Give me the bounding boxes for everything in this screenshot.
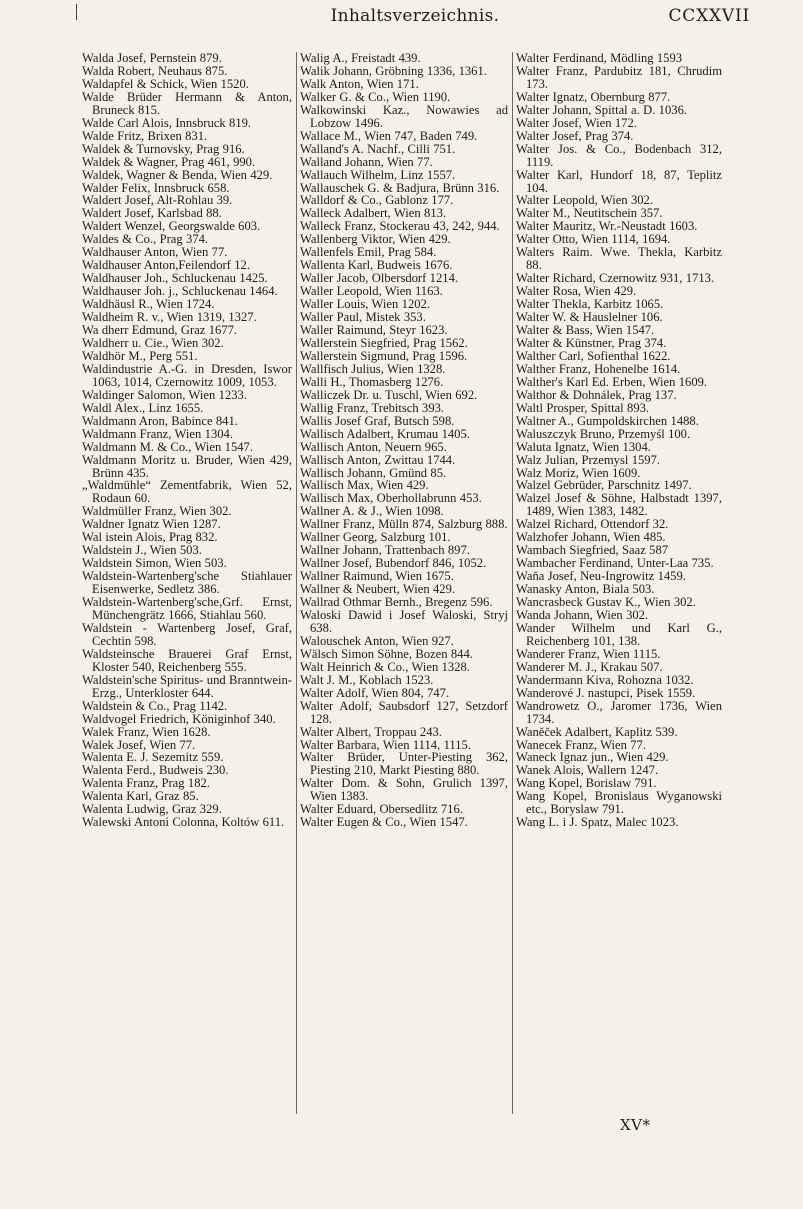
index-entry: Walzel Richard, Ottendorf 32. [516,517,669,532]
index-entry: Waller Louis, Wien 1202. [300,297,431,312]
index-column-2 [300,52,508,1112]
index-entry: Waldert Wenzel, Georgswalde 603. [82,219,261,234]
index-entry: Waldmüller Franz, Wien 302. [82,504,232,519]
index-entry: Wallfisch Julius, Wien 1328. [300,361,446,376]
index-entry: Wanek Alois, Wallern 1247. [516,763,659,778]
index-entry: Walouschek Anton, Wien 927. [300,633,454,648]
index-entry: Wanecek Franz, Wien 77. [516,737,646,752]
index-entry: Walewski Antoni Colonna, Koltów 611. [82,815,285,830]
index-entry: Wallisch Max, Oberhollabrunn 453. [300,491,482,506]
index-column-1 [82,52,292,1112]
index-entry: Walter Otto, Wien 1114, 1694. [516,232,671,247]
index-entry: Wanderové J. nastupci, Pisek 1559. [516,685,696,700]
index-entry: Wallisch Anton, Zwittau 1744. [300,452,456,467]
index-entry: Waldherr u. Cie., Wien 302. [82,335,224,350]
column-divider [512,52,513,1114]
index-entry: Wallerstein Siegfried, Prag 1562. [300,335,468,350]
index-entry: Walters Raim. Wwe. Thekla, Karbitz 88. [516,245,722,273]
index-entry: Walter M., Neutitschein 357. [516,206,663,221]
index-entry: Waldhauser Joh., Schluckenau 1425. [82,271,268,286]
index-entry: Wallner & Neubert, Wien 429. [300,582,456,597]
index-entry: Walkowinski Kaz., Nowawies ad Lobzow 1496. [300,102,508,130]
index-entry: Walter Leopold, Wien 302. [516,193,653,208]
index-entry: Wallner A. & J., Wien 1098. [300,504,444,519]
index-entry: Waluta Ignatz, Wien 1304. [516,439,651,454]
index-entry: Waldstein J., Wien 503. [82,543,202,558]
index-entry: Walz Moriz, Wien 1609. [516,465,641,480]
index-entry: Waller Paul, Mistek 353. [300,310,426,325]
index-entry: Walter Adolf, Saubsdorf 127, Setzdorf 128. [300,698,508,726]
index-entry: Wallner Raimund, Wien 1675. [300,569,454,584]
index-entry: Waldmann Aron, Babince 841. [82,413,238,428]
index-entry: Wanderer M. J., Krakau 507. [516,659,663,674]
index-entry: Wallner Franz, Mülln 874, Salzburg 888. [300,517,508,532]
index-entry: Walter Rosa, Wien 429. [516,284,637,299]
index-entry: Walter Johann, Spittal a. D. 1036. [516,102,688,117]
index-entry: Walde Brüder Hermann & Anton, Bruneck 815. [82,89,292,117]
index-entry: Walther Franz, Hohenelbe 1614. [516,361,681,376]
index-entry: Walzel Gebrüder, Parschnitz 1497. [516,478,692,493]
index-entry: Wa dherr Edmund, Graz 1677. [82,323,238,338]
index-entry: Wandrowetz O., Jaromer 1736, Wien 1734. [516,698,722,726]
index-entry: Waltner A., Gumpoldskirchen 1488. [516,413,699,428]
index-entry: Waldapfel & Schick, Wien 1520. [82,76,249,91]
index-entry: Walter Barbara, Wien 1114, 1115. [300,737,471,752]
index-entry: Wallner Josef, Bubendorf 846, 1052. [300,556,487,571]
index-entry: Waldstein-Wartenberg'sche Stiahlauer Eisenwerke, Sedletz 386. [82,569,292,597]
index-entry: Walter Eduard, Obersedlitz 716. [300,802,463,817]
index-entry: Wal istein Alois, Prag 832. [82,530,218,545]
index-entry: Waldmann M. & Co., Wien 1547. [82,439,253,454]
index-entry: Waldner Ignatz Wien 1287. [82,517,221,532]
index-entry: Waller Jacob, Olbersdorf 1214. [300,271,459,286]
index-entry: Waldek, Wagner & Benda, Wien 429. [82,167,273,182]
index-entry: Walt Heinrich & Co., Wien 1328. [300,659,470,674]
index-entry: Walzel Josef & Söhne, Halbstadt 1397, 1489, Wien 1383, 1482. [516,491,722,519]
index-entry: Walder Felix, Innsbruck 658. [82,180,230,195]
index-entry: Wallenberg Viktor, Wien 429. [300,232,451,247]
index-entry: Waldstein & Co., Prag 1142. [82,698,228,713]
index-entry: Waldert Josef, Alt-Rohlau 39. [82,193,233,208]
index-entry: Waldek & Wagner, Prag 461, 990. [82,154,256,169]
index-entry: Waldstein Simon, Wien 503. [82,556,227,571]
index-entry: Wambacher Ferdinand, Unter-Laa 735. [516,556,714,571]
index-entry: Waller Leopold, Wien 1163. [300,284,443,299]
index-entry: Wallisch Johann, Gmünd 85. [300,465,447,480]
index-entry: Waldl Alex., Linz 1655. [82,400,204,415]
index-entry: Waldek & Turnovsky, Prag 916. [82,141,245,156]
index-entry: Waller Raimund, Steyr 1623. [300,323,448,338]
margin-rule [76,4,77,20]
index-entry: Wallisch Anton, Neuern 965. [300,439,447,454]
index-entry: Wallenta Karl, Budweis 1676. [300,258,453,273]
index-entry: Walter & Künstner, Prag 374. [516,335,667,350]
page-number: CCXXVII [668,6,750,26]
index-entry: Wang Kopel, Borislaw 791. [516,776,657,791]
index-entry: Waneck Ignaz jun., Wien 429. [516,750,669,765]
index-entry: Waldmann Moritz u. Bruder, Wien 429, Brünn 435. [82,452,292,480]
index-column-3 [516,52,722,1112]
index-entry: Walter Mauritz, Wr.-Neustadt 1603. [516,219,698,234]
index-entry: Wälsch Simon Söhne, Bozen 844. [300,646,473,661]
page-title: Inhaltsverzeichnis. [330,6,500,26]
index-entry: Wanasky Anton, Biala 503. [516,582,655,597]
index-entry: „Waldmühle“ Zementfabrik, Wien 52, Rodaun 60. [82,478,292,506]
index-entry: Wallis Josef Graf, Butsch 598. [300,413,455,428]
index-entry: Wancrasbeck Gustav K., Wien 302. [516,595,696,610]
index-entry: Walz Julian, Przemysl 1597. [516,452,661,467]
index-entry: Walter Adolf, Wien 804, 747. [300,685,450,700]
index-entry: Walter Franz, Pardubitz 181, Chrudim 173. [516,63,722,91]
index-entry: Walther's Karl Ed. Erben, Wien 1609. [516,374,708,389]
index-entry: Wallenfels Emil, Prag 584. [300,245,437,260]
index-entry: Walk Anton, Wien 171. [300,76,419,91]
index-entry: Walzhofer Johann, Wien 485. [516,530,666,545]
index-entry: Waldmann Franz, Wien 1304. [82,426,233,441]
index-entry: Walenta E. J. Sezemitz 559. [82,750,224,765]
index-entry: Waltl Prosper, Spittal 893. [516,400,650,415]
index-entry: Walter Karl, Hundorf 18, 87, Teplitz 104. [516,167,722,195]
index-entry: Walland Johann, Wien 77. [300,154,433,169]
index-entry: Walig A., Freistadt 439. [300,52,421,65]
index-entry: Wallace M., Wien 747, Baden 749. [300,128,478,143]
index-entry: Walek Josef, Wien 77. [82,737,196,752]
index-entry: Wanderer Franz, Wien 1115. [516,646,661,661]
index-entry: Wallisch Adalbert, Krumau 1405. [300,426,470,441]
signature-mark: XV* [620,1116,651,1134]
index-entry: Walliczek Dr. u. Tuschl, Wien 692. [300,387,478,402]
index-entry: Waldsteinsche Brauerei Graf Ernst, Kloster 540, Reichenberg 555. [82,646,292,674]
column-divider [296,52,297,1114]
index-entry: Walenta Franz, Prag 182. [82,776,210,791]
index-entry: Waloski Dawid i Josef Waloski, Stryj 638. [300,607,508,635]
index-entry: Waluszczyk Bruno, Przemyśl 100. [516,426,691,441]
index-entry: Walde Carl Alois, Innsbruck 819. [82,115,252,130]
index-entry: Walldorf & Co., Gablonz 177. [300,193,454,208]
index-entry: Waldhauser Anton,Feilendorf 12. [82,258,250,273]
index-entry: Wanda Johann, Wien 302. [516,607,649,622]
index-entry: Walter Eugen & Co., Wien 1547. [300,815,468,830]
index-entry: Wallauschek G. & Badjura, Brünn 316. [300,180,500,195]
index-entry: Wallisch Max, Wien 429. [300,478,429,493]
index-entry: Walenta Ludwig, Graz 329. [82,802,222,817]
index-entry: Waňa Josef, Neu-Ingrowitz 1459. [516,569,686,584]
index-entry: Wandermann Kiva, Rohozna 1032. [516,672,694,687]
index-entry: Waldheim R. v., Wien 1319, 1327. [82,310,257,325]
index-entry: Waldvogel Friedrich, Königinhof 340. [82,711,276,726]
index-entry: Wang Kopel, Bronislaus Wyganowski etc., Boryslaw 791. [516,789,722,817]
index-entry: Walter Ignatz, Obernburg 877. [516,89,671,104]
index-entry: Walter Josef, Prag 374. [516,128,634,143]
index-entry: Wang L. i J. Spatz, Malec 1023. [516,815,679,830]
index-entry: Waldstein-Wartenberg'sche,Grf. Ernst, Münchengrätz 1666, Stiahlau 560. [82,595,292,622]
index-entry: Wallrad Othmar Bernh., Bregenz 596. [300,595,493,610]
index-entry: Waldhauser Anton, Wien 77. [82,245,228,260]
index-entry: Waldhör M., Perg 551. [82,348,198,363]
index-entry: Walda Josef, Pernstein 879. [82,52,222,65]
index-entry: Walter Richard, Czernowitz 931, 1713. [516,271,715,286]
index-entry: Waldstein - Wartenberg Josef, Graf, Cechtin 598. [82,620,292,648]
index-entry: Walter Thekla, Karbitz 1065. [516,297,664,312]
index-entry: Walli H., Thomasberg 1276. [300,374,444,389]
index-entry: Walther Carl, Sofienthal 1622. [516,348,671,363]
index-entry: Waldhauser Joh. j., Schluckenau 1464. [82,284,278,299]
index-entry: Waldert Josef, Karlsbad 88. [82,206,222,221]
index-entry: Walenta Karl, Graz 85. [82,789,199,804]
index-entry: Wallner Georg, Salzburg 101. [300,530,451,545]
index-entry: Walter Jos. & Co., Bodenbach 312, 1119. [516,141,722,169]
index-entry: Walleck Franz, Stockerau 43, 242, 944. [300,219,500,234]
index-entry: Walter Brüder, Unter-Piesting 362, Piesting 210, Markt Piesting 880. [300,750,508,778]
index-entry: Walenta Ferd., Budweis 230. [82,763,229,778]
index-entry: Wallauch Wilhelm, Linz 1557. [300,167,456,182]
index-entry: Walda Robert, Neuhaus 875. [82,63,228,78]
index-entry: Waldstein'sche Spiritus- und Branntwein-Erzg., Unterkloster 644. [82,672,292,700]
index-entry: Wander Wilhelm und Karl G., Reichenberg 101, 138. [516,620,722,648]
index-entry: Walik Johann, Gröbning 1336, 1361. [300,63,487,78]
index-entry: Walter W. & Hauslelner 106. [516,310,663,325]
index-entry: Walde Fritz, Brixen 831. [82,128,208,143]
index-entry: Wallerstein Sigmund, Prag 1596. [300,348,468,363]
index-entry: Walker G. & Co., Wien 1190. [300,89,451,104]
index-entry: Wallner Johann, Trattenbach 897. [300,543,470,558]
index-entry: Waldindustrie A.-G. in Dresden, Iswor 1063, 1014, Czernowitz 1009, 1053. [82,361,292,389]
index-entry: Walek Franz, Wien 1628. [82,724,211,739]
index-entry: Walleck Adalbert, Wien 813. [300,206,447,221]
index-entry: Wallig Franz, Trebitsch 393. [300,400,445,415]
index-entry: Walland's A. Nachf., Cilli 751. [300,141,456,156]
index-entry: Waldes & Co., Prag 374. [82,232,209,247]
index-entry: Wambach Siegfried, Saaz 587 [516,543,669,558]
index-entry: Waldhäusl R., Wien 1724. [82,297,215,312]
index-entry: Waněček Adalbert, Kaplitz 539. [516,724,678,739]
index-entry: Walter & Bass, Wien 1547. [516,323,655,338]
index-entry: Walter Ferdinand, Mödling 1593 [516,52,683,65]
index-entry: Waldinger Salomon, Wien 1233. [82,387,247,402]
index-entry: Walter Dom. & Sohn, Grulich 1397, Wien 1383. [300,776,508,804]
index-entry: Walt J. M., Koblach 1523. [300,672,434,687]
index-entry: Walter Josef, Wien 172. [516,115,637,130]
index-entry: Walthor & Dohnálek, Prag 137. [516,387,677,402]
index-entry: Walter Albert, Troppau 243. [300,724,442,739]
